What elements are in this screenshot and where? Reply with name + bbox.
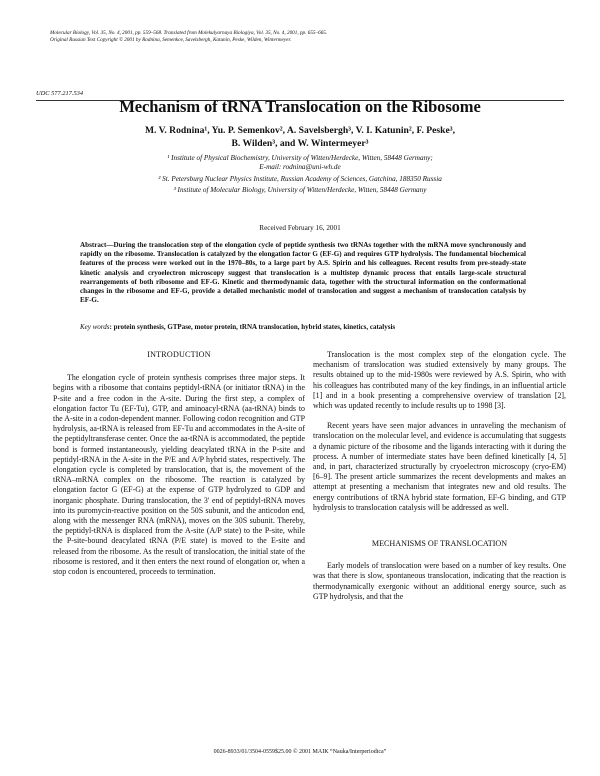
copyright-footer: 0026-8933/01/3504-0559$25.00 © 2001 MAIK “Nauka/Interperiodica”	[213, 749, 387, 755]
abstract-text: —During the translocation step of the elongation cycle of peptide synthesis two tRNAs together with the mRNA move synchronously and rapidly on the ribosome. Translocation is catalyzed by the elongation factor G (EF-G) and requires GTP hydrolysis. The fundamental biochemical features of the process were worked out in the 1970–80s, to a large part by A.S. Spirin and his colleagues. Recent results from pre-steady-state kinetic analysis and cryoelectron microscopy suggest that translocation is a multistep dynamic process that entails large-scale structural rearrangements of both ribosome and EF-G. Kinetic and thermodynamic data, together with the structural information on the conformational changes in the ribosome and EF-G, provide a detailed mechanistic model of translocation and suggest a mechanism of translocation catalysis by EF-G.	[80, 241, 526, 305]
received-date: Received February 16, 2001	[259, 224, 341, 232]
affiliation-1-email: E-mail: rodnina@uni-wh.de	[259, 163, 341, 172]
affiliation-1-line1: ¹ Institute of Physical Biochemistry, University of Witten/Herdecke, Witten, 58448 Germany;	[167, 154, 433, 162]
affiliation-3: ³ Institute of Molecular Biology, University of Witten/Herdecke, Witten, 58448 Germany	[173, 186, 427, 194]
section-heading-mechanisms: MECHANISMS OF TRANSLOCATION	[371, 539, 508, 549]
affiliation-1	[40, 154, 560, 173]
journal-header-line2: Original Russian Text Copyright © 2001 by Rodnina, Semenkov, Savelsbergh, Katunin, Peske, Wilden, Wintermeyer.	[50, 37, 292, 43]
author-line-2: B. Wilden³, and W. Wintermeyer³	[231, 138, 369, 149]
paper-title: Mechanism of tRNA Translocation on the Ribosome	[119, 97, 481, 116]
abstract-label: Abstract	[80, 241, 107, 249]
left-column	[53, 350, 305, 577]
keywords	[80, 323, 540, 331]
paragraph: Recent years have seen major advances in unraveling the mechanism of translocation on the molecular level, and evidence is accumulating that suggests a dynamic picture of the ribosome and the ligands interacting with it during the process. A number of intermediate states have been defined kinetically [4, 5] and, in part, characterized structurally by cryoelectron microscopy (cryo-EM) [6–9]. The present article summarizes the recent developments and makes an attempt at presenting a mechanism that integrates new and old results. The energy contributions of tRNA hybrid state formation, EF-G binding, and GTP hydrolysis to translocation catalysis will be addressed as well.	[313, 421, 566, 512]
abstract	[80, 241, 526, 305]
affiliation-2: ² St. Petersburg Nuclear Physics Institute, Russian Academy of Sciences, Gatchina, 188350 Russia	[158, 175, 442, 183]
paragraph: The elongation cycle of protein synthesis comprises three major steps. It begins with a ribosome that contains peptidyl-tRNA (or initiator tRNA) in the P-site and a free codon in the A-site. During the first step, a complex of elongation factor Tu (EF-Tu), GTP, and aminoacyl-tRNA (aa-tRNA) binds to the A-site in a codon-dependent manner. Following codon recognition and GTP hydrolysis, aa-tRNA is released from EF-Tu and accommodates in the A-site of the peptidyltransferase center. Once the aa-tRNA is accommodated, the peptide bond is formed instantaneously, yielding deacylated tRNA in the P-site and peptidyl-tRNA in the A-site in the P/E and A/P hybrid states, respectively. The elongation cycle is completed by translocation, that is, the movement of the tRNA–mRNA complex on the ribosome. The reaction is catalyzed by elongation factor G (EF-G) at the expense of GTP hydrolyzed to GDP and inorganic phosphate. During translocation, the 3′ end of peptidyl-tRNA moves into its puromycin-reactive position on the 50S subunit, and the anticodon end, along with the messenger RNA (mRNA), moves on the 30S subunit. Thereby, the peptidyl-tRNA is displaced from the A-site (A/P state) to the P-site, while the P-site-bound deacylated tRNA (P/E state) is moved to the E-site and released from the ribosome. As the result of translocation, the initial state of the ribosome is restored, and it then enters the next round of elongation or, when a stop codon is encountered, proceeds to termination.	[53, 373, 305, 577]
udc-code: UDC 577.217.534	[36, 90, 84, 97]
author-list	[60, 124, 540, 150]
keywords-text: : protein synthesis, GTPase, motor protein, tRNA translocation, hybrid states, kinetics, catalysis	[109, 323, 396, 331]
keywords-label: Key words	[80, 323, 110, 331]
section-heading-introduction: INTRODUCTION	[147, 350, 211, 359]
journal-header	[50, 30, 570, 44]
right-column	[313, 350, 566, 602]
author-line-1: M. V. Rodnina¹, Yu. P. Semenkov², A. Savelsbergh³, V. I. Katunin², F. Peske³,	[145, 125, 455, 136]
journal-header-line1: Molecular Biology, Vol. 35, No. 4, 2001, pp. 559–568. Translated from Molekulyarnaya Biologiya, Vol. 35, No. 4, 2001, pp. 655–665.	[50, 30, 328, 36]
paragraph: Early models of translocation were based on a number of key results. One was that there is slow, spontaneous translocation, indicating that the reaction is thermodynamically exergonic without an additional energy source, such as GTP hydrolysis, and that the	[313, 561, 566, 601]
paragraph: Translocation is the most complex step of the elongation cycle. The mechanism of translocation was studied extensively by many groups. The results obtained up to the mid-1980s were reviewed by A.S. Spirin, who with his colleagues has contributed many of the key findings, in an influential article [1] and in a book presenting a comprehensive overview of translation [2], which was updated recently to include results up to 1998 [3].	[313, 350, 566, 411]
